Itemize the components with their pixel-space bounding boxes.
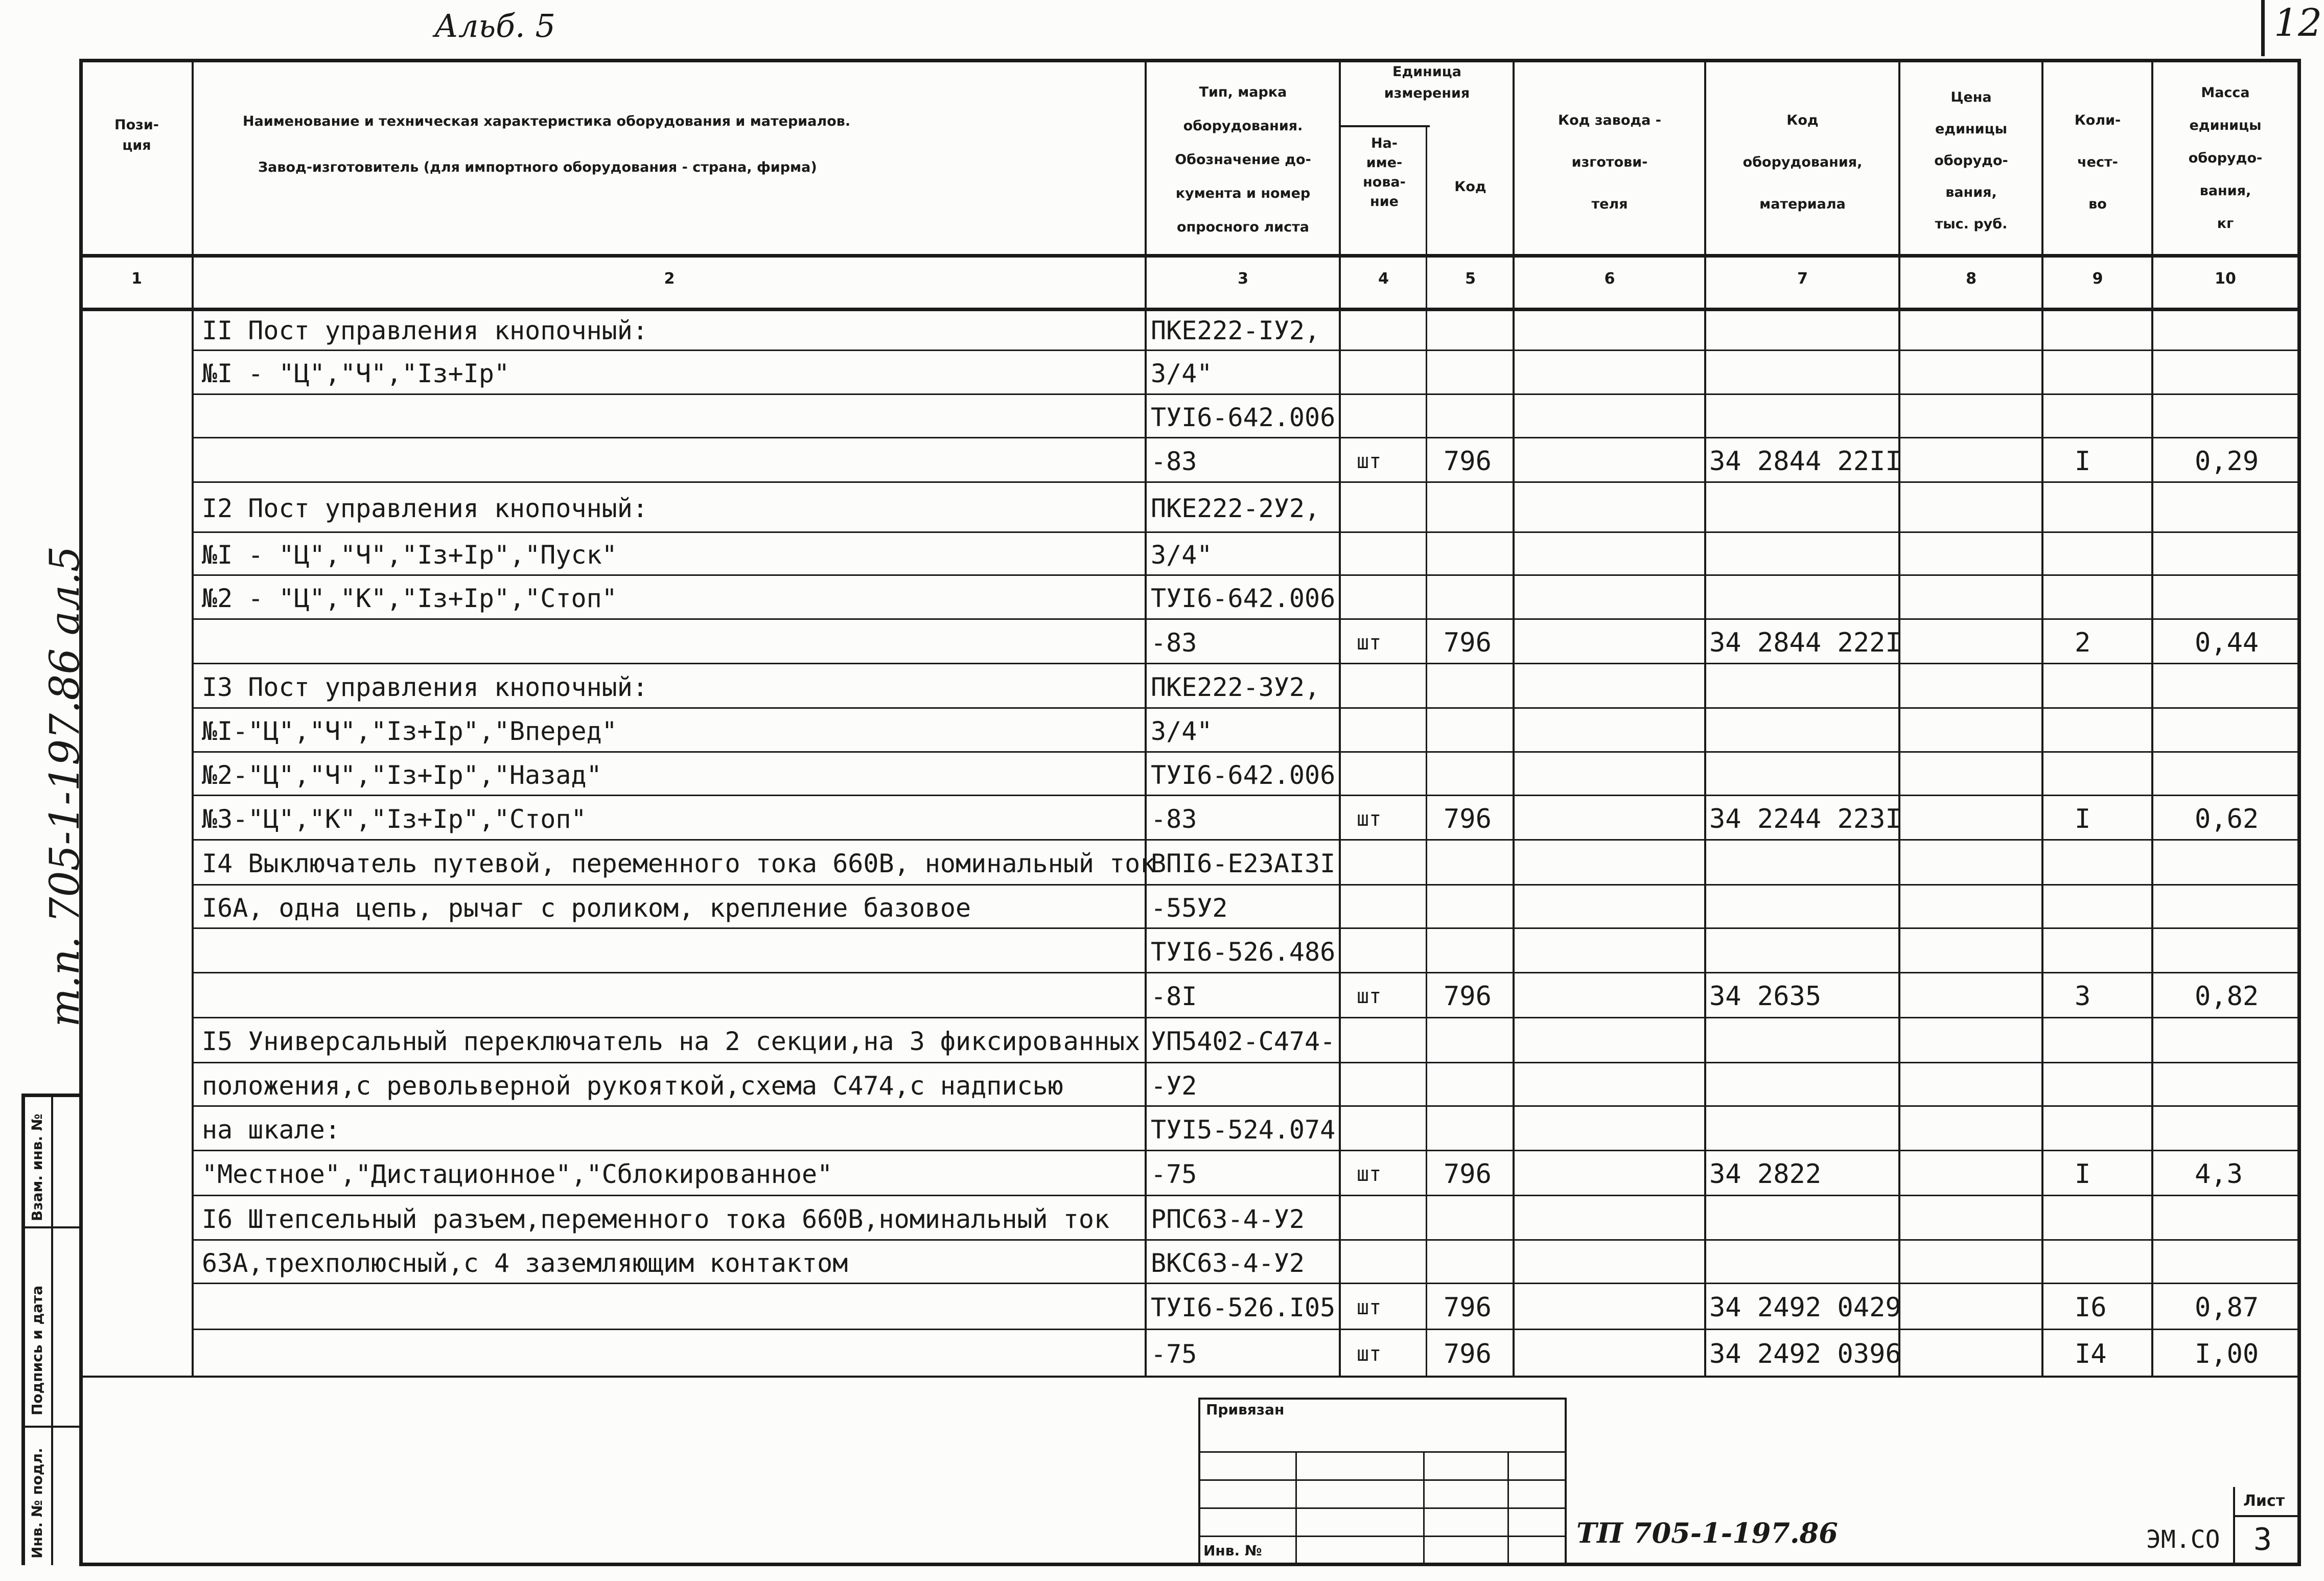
cell-equipment-code: 34 2635 (1709, 981, 1822, 1012)
cell-description: 63А,трехполюсный,с 4 заземляющим контактом (202, 1248, 848, 1278)
cell-type: ВПI6-Е23АI3I (1151, 849, 1336, 878)
cell-type: ПКЕ222-IУ2, (1151, 316, 1320, 345)
header-position: Пози- ция (114, 117, 159, 153)
cell-type: -8I (1151, 982, 1197, 1011)
row-divider (192, 1017, 2299, 1018)
page-corner-number: 12 (2274, 1, 2322, 45)
cell-description: "Местное","Дистационное","Сблокированное" (202, 1159, 833, 1189)
cell-quantity: I (2075, 804, 2091, 834)
corner-mark (2261, 0, 2265, 56)
cell-equipment-code: 34 2844 222I (1709, 627, 1901, 658)
colnum-3: 3 (1238, 270, 1248, 288)
cell-mass: 0,62 (2195, 804, 2259, 834)
cell-quantity: I4 (2075, 1339, 2107, 1369)
cell-mass: 0,87 (2195, 1292, 2259, 1323)
cell-unit-name: шт (1357, 450, 1382, 473)
colnum-8: 8 (1966, 270, 1977, 288)
cell-description: положения,с револьверной рукояткой,схема С474,с надписью (202, 1071, 1063, 1101)
header-name-line1: Наименование и техническая характеристика оборудования и материалов. (243, 113, 851, 129)
stamp-list-label: Лист (2243, 1492, 2285, 1510)
colnum-9: 9 (2092, 270, 2103, 288)
header-mass: Масса единицы оборудо- вания, кг (2188, 85, 2263, 231)
cell-description: I6А, одна цепь, рычаг с роликом, крепление базовое (202, 893, 971, 923)
cell-type: РПС63-4-У2 (1151, 1204, 1305, 1234)
stamp-list-number: 3 (2253, 1522, 2272, 1557)
row-divider (192, 1239, 2299, 1241)
cell-type: 3/4" (1151, 540, 1213, 570)
header-name-line2: Завод-изготовитель (для импортного оборудования - страна, фирма) (258, 159, 817, 175)
cell-quantity: 3 (2075, 981, 2091, 1012)
header-unit-name: На- име- нова- ние (1363, 135, 1406, 210)
album-note: Альб. 5 (434, 7, 555, 44)
cell-type: ПКЕ222-3У2, (1151, 672, 1320, 702)
row-divider (192, 393, 2299, 395)
cell-unit-code: 796 (1444, 1339, 1492, 1369)
cell-description: I3 Пост управления кнопочный: (202, 672, 648, 702)
row-divider (192, 1062, 2299, 1063)
stamp-inv-no: Инв. № (1203, 1542, 1262, 1559)
row-divider (192, 1283, 2299, 1284)
row-divider (192, 1329, 2299, 1330)
strip-label-inv: Инв. № подл. (29, 1448, 45, 1559)
cell-type: ТУI6-642.006 (1151, 584, 1336, 613)
cell-description: на шкале: (202, 1115, 340, 1145)
stamp-sheet-mark: ЭМ.СО (2146, 1525, 2220, 1554)
cell-type: 3/4" (1151, 359, 1213, 388)
strip-label-podpis: Подпись и дата (29, 1285, 45, 1415)
header-unit-group: Единица измерения (1384, 64, 1470, 101)
cell-mass: 0,29 (2195, 446, 2259, 477)
cell-quantity: I6 (2075, 1292, 2107, 1323)
cell-type: ТУI5-524.074 (1151, 1115, 1336, 1145)
cell-mass: I,00 (2195, 1339, 2259, 1369)
cell-equipment-code: 34 2492 0396 (1709, 1339, 1901, 1369)
colnum-10: 10 (2215, 270, 2236, 288)
cell-equipment-code: 34 2844 22II (1709, 446, 1901, 477)
cell-description: №I-"Ц","Ч","Iз+Iр","Вперед" (202, 716, 617, 746)
cell-description: I5 Универсальный переключатель на 2 секции,на 3 фиксированных (202, 1027, 1141, 1056)
row-divider (192, 1105, 2299, 1107)
cell-equipment-code: 34 2822 (1709, 1159, 1822, 1190)
cell-description: II Пост управления кнопочный: (202, 316, 648, 345)
cell-description: №2 - "Ц","К","Iз+Iр","Стоп" (202, 584, 617, 613)
colnum-6: 6 (1604, 270, 1615, 288)
cell-unit-code: 796 (1444, 981, 1492, 1012)
row-divider (192, 751, 2299, 753)
row-divider (192, 574, 2299, 576)
row-divider (192, 437, 2299, 438)
cell-type: -75 (1151, 1159, 1197, 1189)
cell-unit-name: шт (1357, 807, 1382, 831)
cell-type: ТУI6-526.I05 (1151, 1293, 1336, 1322)
colnum-7: 7 (1797, 270, 1808, 288)
cell-quantity: I (2075, 446, 2091, 477)
strip-label-vzam: Взам. инв. № (29, 1113, 45, 1221)
row-divider (192, 1150, 2299, 1151)
row-divider (192, 707, 2299, 709)
cell-unit-code: 796 (1444, 804, 1492, 834)
row-divider (192, 839, 2299, 841)
row-divider (192, 884, 2299, 886)
cell-quantity: I (2075, 1159, 2091, 1190)
cell-description: I2 Пост управления кнопочный: (202, 494, 648, 523)
cell-equipment-code: 34 2244 223I (1709, 804, 1901, 834)
row-divider (192, 795, 2299, 796)
row-divider (192, 972, 2299, 973)
cell-quantity: 2 (2075, 627, 2091, 658)
header-unit-code: Код (1454, 179, 1486, 195)
header-equipment-code: Код оборудования, материала (1742, 112, 1863, 212)
row-divider (192, 1195, 2299, 1196)
cell-unit-name: шт (1357, 1342, 1382, 1366)
cell-type: ВКС63-4-У2 (1151, 1248, 1305, 1278)
cell-mass: 0,44 (2195, 627, 2259, 658)
header-plant-code: Код завода - изготови- теля (1558, 112, 1661, 212)
cell-type: -83 (1151, 804, 1197, 834)
cell-unit-code: 796 (1444, 446, 1492, 477)
cell-description: №2-"Ц","Ч","Iз+Iр","Назад" (202, 760, 602, 790)
stamp-privyazan: Привязан (1206, 1401, 1285, 1418)
cell-unit-name: шт (1357, 985, 1382, 1008)
row-divider (192, 663, 2299, 664)
cell-type: -75 (1151, 1339, 1197, 1369)
cell-type: ТУI6-642.006 (1151, 403, 1336, 432)
row-divider (192, 618, 2299, 620)
colnum-2: 2 (664, 270, 675, 288)
header-price: Цена единицы оборудо- вания, тыс. руб. (1934, 89, 2008, 232)
cell-type: -83 (1151, 628, 1197, 658)
cell-unit-name: шт (1357, 631, 1382, 655)
header-type: Тип, марка оборудования. Обозначение до- кумента и номер опросного листа (1175, 84, 1311, 235)
cell-description: №I - "Ц","Ч","Iз+Iр" (202, 359, 510, 388)
stamp-doc-code: ТП 705-1-197.86 (1576, 1517, 1838, 1549)
cell-type: 3/4" (1151, 716, 1213, 746)
row-divider (192, 531, 2299, 533)
side-handwritten-note: т.п. 705-1-197.86 ал.5 (41, 546, 88, 1027)
cell-description: №3-"Ц","К","Iз+Iр","Стоп" (202, 804, 587, 834)
cell-type: ТУI6-526.486 (1151, 937, 1336, 967)
cell-unit-code: 796 (1444, 1292, 1492, 1323)
row-divider (192, 350, 2299, 351)
row-divider (192, 481, 2299, 483)
cell-mass: 0,82 (2195, 981, 2259, 1012)
header-quantity: Коли- чест- во (2074, 112, 2121, 212)
cell-description: I4 Выключатель путевой, переменного тока 660В, номинальный ток (202, 849, 1156, 878)
cell-unit-code: 796 (1444, 627, 1492, 658)
cell-mass: 4,3 (2195, 1159, 2243, 1190)
colnum-5: 5 (1465, 270, 1476, 288)
cell-unit-name: шт (1357, 1162, 1382, 1186)
colnum-4: 4 (1378, 270, 1389, 288)
cell-type: -55У2 (1151, 893, 1228, 923)
cell-type: -У2 (1151, 1071, 1197, 1101)
cell-type: -83 (1151, 447, 1197, 476)
cell-description: I6 Штепсельный разъем,переменного тока 660В,номинальный ток (202, 1204, 1110, 1234)
row-divider (192, 927, 2299, 929)
cell-type: УП5402-С474- (1151, 1027, 1336, 1056)
cell-unit-name: шт (1357, 1296, 1382, 1319)
cell-type: ПКЕ222-2У2, (1151, 494, 1320, 523)
cell-type: ТУI6-642.006 (1151, 760, 1336, 790)
cell-description: №I - "Ц","Ч","Iз+Iр","Пуск" (202, 540, 617, 570)
cell-equipment-code: 34 2492 0429 (1709, 1292, 1901, 1323)
cell-unit-code: 796 (1444, 1159, 1492, 1190)
colnum-1: 1 (131, 270, 142, 288)
